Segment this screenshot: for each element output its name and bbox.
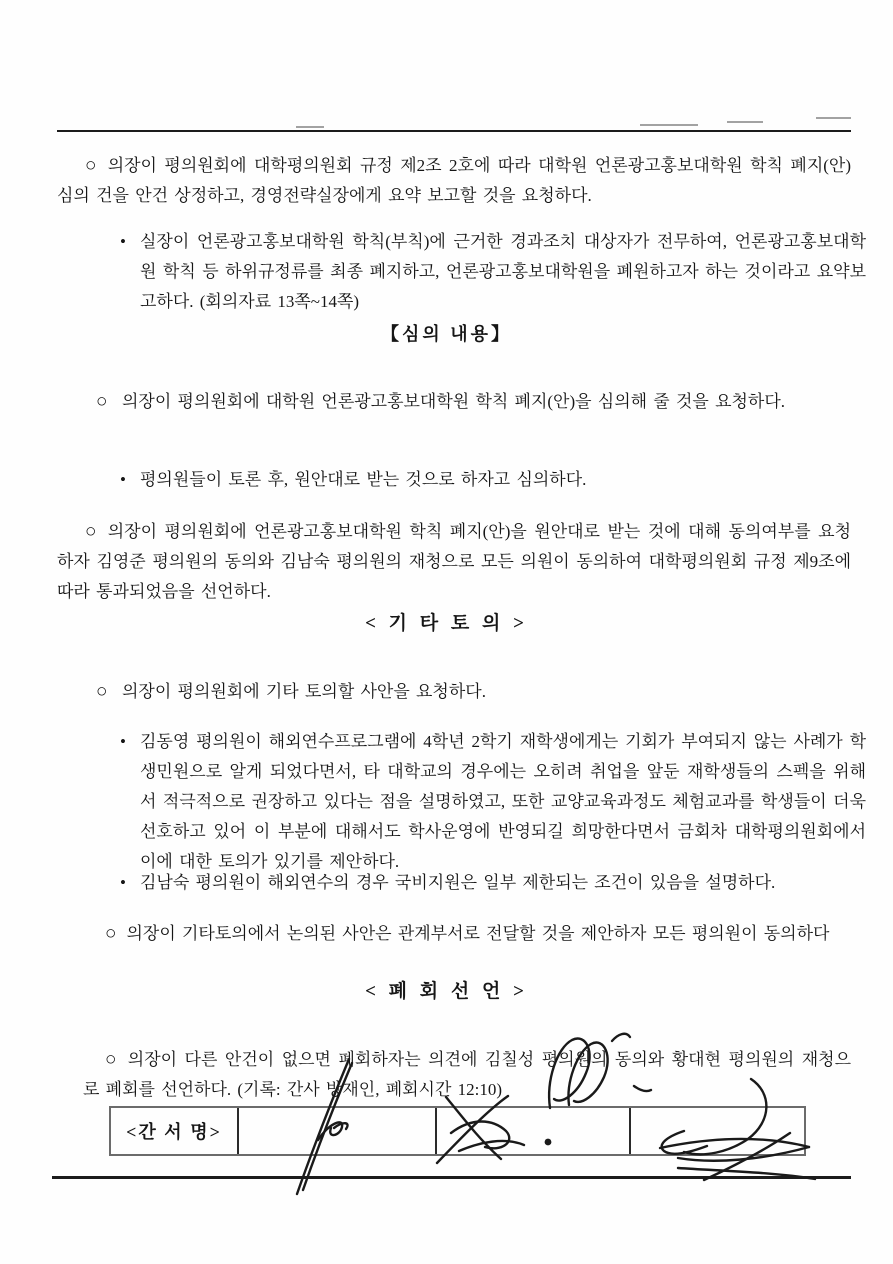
bottom-rule — [52, 1176, 851, 1179]
bullet-text: 실장이 언론광고홍보대학원 학칙(부칙)에 근거한 경과조치 대상자가 전무하여, 언론광고홍보대학원 학칙 등 하위규정류를 최종 폐지하고, 언론광고홍보대학원을 폐원하고자 하는 것이라고 요약보고하다. (회의자료 13쪽~14쪽) — [140, 232, 866, 311]
paragraph-forwarding — [83, 919, 851, 949]
signature-table-label: <간 서 명> — [111, 1108, 239, 1154]
bullet-marker: • — [120, 470, 126, 489]
circle-marker: ○ — [105, 1049, 118, 1070]
scan-artifact — [727, 121, 763, 123]
bullet-text: 김동영 평의원이 해외연수프로그램에 4학년 2학기 재학생에게는 기회가 부여되지 않는 사례가 학생민원으로 알게 되었다면서, 타 대학교의 경우에는 오히려 취업을 앞둔 재학생들의 스펙을 위해서 적극적으로 권장하고 있다는 점을 설명하였고, 또한 교양교육과정도 체험교과를 학생들이 더욱 선호하고 있어 이 부분에 대해서도 학사운영에 반영되길 희망한다면서 금회차 대학평의원회에서 이에 대한 토의가 있기를 제안하다. — [140, 732, 866, 871]
signature-cell — [631, 1108, 804, 1154]
scan-artifact — [640, 124, 698, 126]
paragraph-chair-motion — [57, 151, 851, 211]
bullet-marker: • — [120, 732, 126, 751]
section-heading-other-discussion: < 기 타 토 의 > — [365, 613, 528, 634]
bullet-remark-kim-namsook — [120, 868, 866, 898]
paragraph-deliberation-request: ○ 의장이 평의원회에 대학원 언론광고홍보대학원 학칙 폐지(안)을 심의해 줄 것을 요청하다. — [96, 391, 786, 412]
paragraph-text: 의장이 평의원회에 언론광고홍보대학원 학칙 폐지(안)을 원안대로 받는 것에 대해 동의여부를 요청하자 김영준 평의원의 동의와 김남숙 평의원의 재청으로 모든 의원이 동의하여 대학평의원회 규정 제9조에 따라 통과되었음을 선언하다. — [57, 522, 851, 601]
signature-table — [109, 1106, 806, 1156]
signature-cell — [437, 1108, 631, 1154]
bullet-marker: • — [120, 873, 126, 892]
circle-marker: ○ — [85, 521, 98, 542]
paragraph-text: 의장이 평의원회에 대학원 언론광고홍보대학원 학칙 폐지(안)을 심의해 줄 것을 요청하다. — [122, 392, 786, 411]
scan-artifact — [296, 126, 324, 128]
bullet-remark-kim-dongyoung — [120, 727, 866, 877]
bullet-text: 김남숙 평의원이 해외연수의 경우 국비지원은 일부 제한되는 조건이 있음을 설명하다. — [140, 873, 776, 892]
bullet-marker: • — [120, 232, 126, 251]
paragraph-text: 의장이 다른 안건이 없으면 폐회하자는 의견에 김칠성 평의원의 동의와 황대현 평의원의 재청으로 폐회를 선언하다. (기록: 간사 방재인, 폐회시간 12:10) — [83, 1050, 851, 1099]
signature-cell — [239, 1108, 437, 1154]
paragraph-text: 의장이 평의원회에 기타 토의할 사안을 요청하다. — [122, 682, 486, 701]
paragraph-other-request: ○ 의장이 평의원회에 기타 토의할 사안을 요청하다. — [96, 681, 486, 702]
paragraph-text: 의장이 기타토의에서 논의된 사안은 관계부서로 전달할 것을 제안하자 모든 평의원이 동의하다 — [126, 924, 830, 943]
bullet-members-review — [120, 465, 866, 495]
section-heading-deliberation: 【심의 내용】 — [380, 324, 513, 344]
circle-marker: ○ — [85, 155, 98, 176]
bullet-director-summary — [120, 227, 866, 317]
paragraph-text: 의장이 평의원회에 대학평의원회 규정 제2조 2호에 따라 대학원 언론광고홍보대학원 학칙 폐지(안) 심의 건을 안건 상정하고, 경영전략실장에게 요약 보고할 것을 요청하다. — [57, 156, 851, 205]
section-heading-closing: < 폐 회 선 언 > — [365, 981, 528, 1002]
paragraph-closing-declaration — [83, 1045, 851, 1105]
scan-artifact — [816, 117, 851, 119]
circle-marker: ○ — [105, 923, 117, 944]
bullet-text: 평의원들이 토론 후, 원안대로 받는 것으로 하자고 심의하다. — [140, 470, 587, 489]
paragraph-resolution — [57, 517, 851, 607]
top-rule — [57, 130, 851, 132]
